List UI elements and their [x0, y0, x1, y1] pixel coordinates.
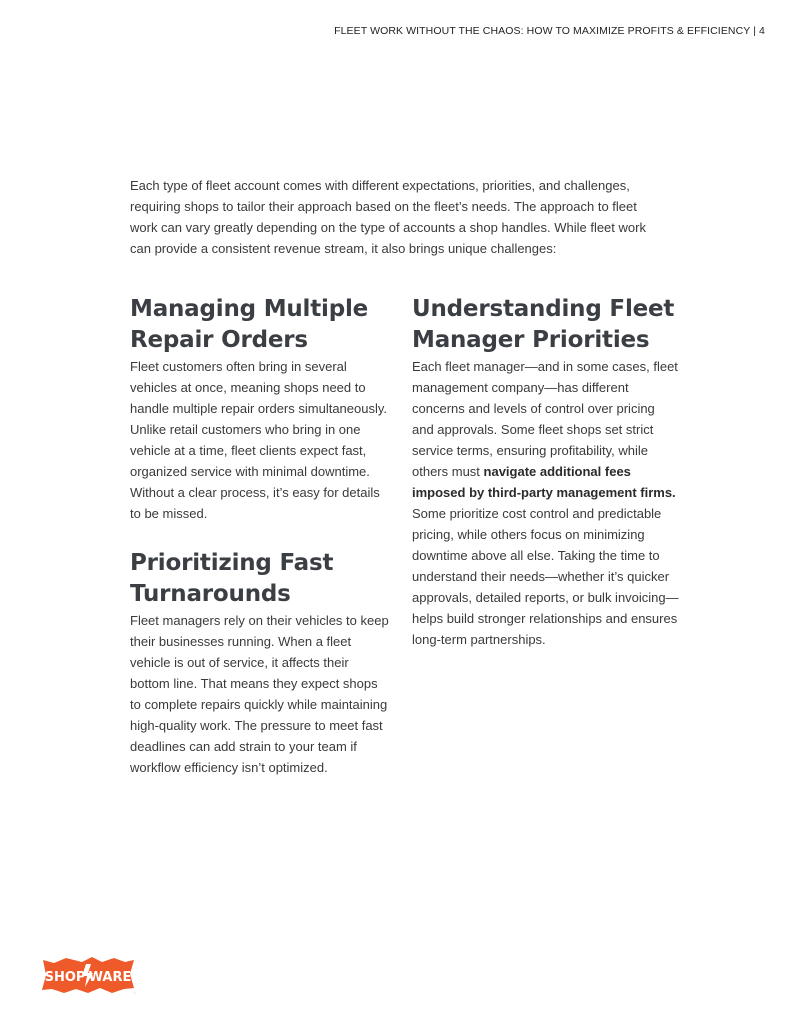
shopware-logo-mark — [40, 954, 136, 996]
intro-paragraph: Each type of fleet account comes with different expectations, priorities, and challenges, requiring shops to tailor their approach based on the fleet’s needs. The approach to fleet work can vary greatly depending on the type of accounts a shop handles. While fleet work can provide a consistent revenue stream, it also brings unique challenges: — [130, 178, 646, 256]
section-title: Understanding Fleet Manager Priorities — [412, 296, 675, 353]
running-header: FLEET WORK WITHOUT THE CHAOS: HOW TO MAXIMIZE PROFITS & EFFICIENCY | 4 — [334, 25, 765, 37]
left-column — [130, 294, 392, 778]
section-title: Managing Multiple Repair Orders — [130, 296, 369, 353]
section-body-emphasis: navigate additional fees imposed by third-party management firms. — [412, 464, 676, 500]
section-fleet-manager-priorities — [412, 294, 680, 650]
section-body: Fleet customers often bring in several vehicles at once, meaning shops need to handle multiple repair orders simultaneously. Unlike retail customers who bring in one vehicle at a time, fleet clients expect fast, organized service with minimal downtime. Without a clear process, it’s easy for details to be missed. — [130, 359, 387, 521]
right-column — [412, 294, 680, 650]
section-multiple-repair-orders — [130, 294, 392, 524]
section-body-outro: Some prioritize cost control and predictable pricing, while others focus on minimizing downtime above all else. Taking the time to understand their needs—whether it’s quicker approvals, detailed reports, or bulk invoicing—helps build stronger relationships and ensures long-term partnerships. — [412, 506, 679, 647]
svg-text:™: ™ — [133, 992, 136, 996]
section-body — [412, 356, 680, 650]
logo-text-shop: SHOP — [44, 970, 86, 985]
section-body-intro: Each fleet manager—and in some cases, fleet management company—has different concerns and levels of control over pricing and approvals. Some fleet shops set strict service terms, ensuring profitability, while others must — [412, 359, 678, 479]
logo-text-ware: WARE — [88, 970, 132, 985]
shopware-logo — [40, 954, 136, 1001]
section-body: Fleet managers rely on their vehicles to keep their businesses running. When a fleet vehicle is out of service, it affects their bottom line. That means they expect shops to complete repairs quickly while maintaining high-quality work. The pressure to meet fast deadlines can add strain to your team if workflow efficiency isn’t optimized. — [130, 613, 389, 775]
section-title: Prioritizing Fast Turnarounds — [130, 550, 334, 607]
section-fast-turnarounds — [130, 548, 392, 778]
